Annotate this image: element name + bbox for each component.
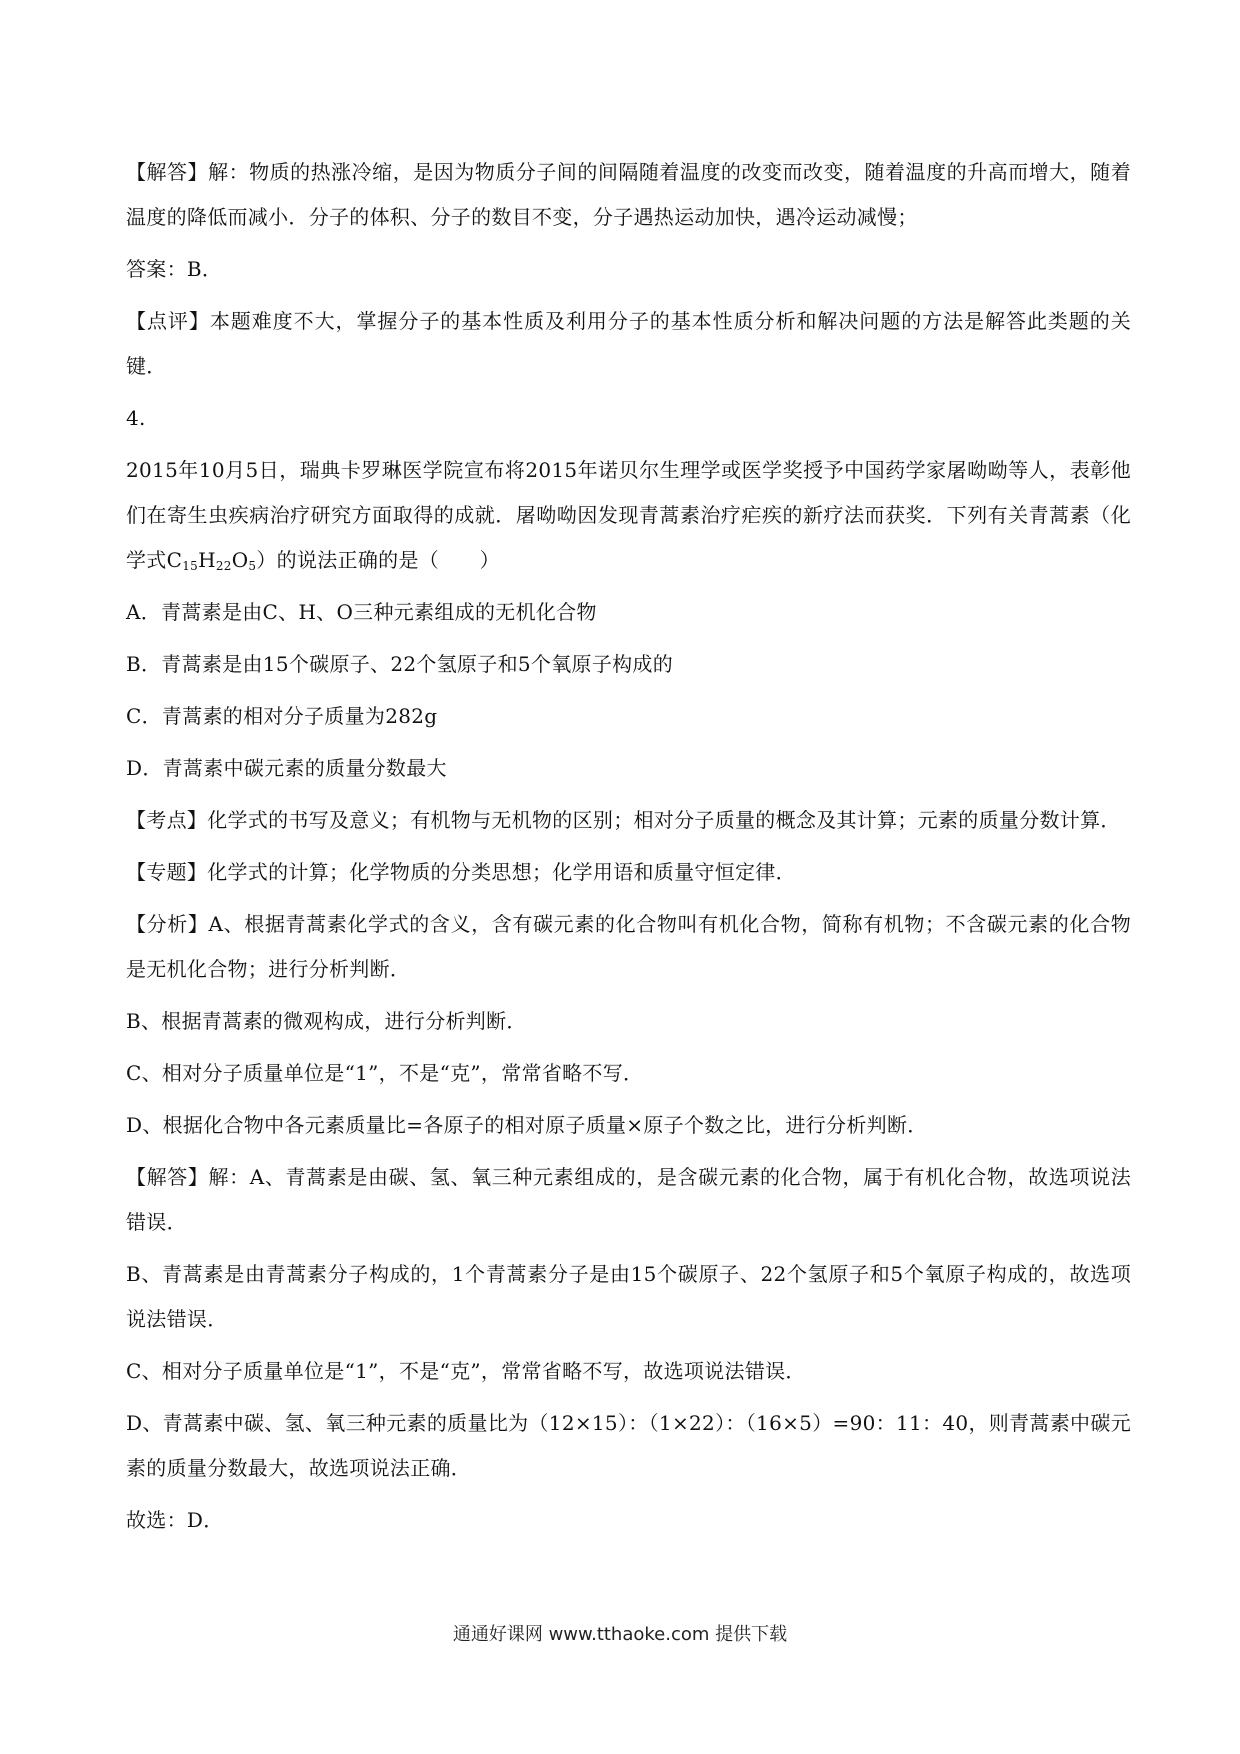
option-b: B．青蒿素是由15个碳原子、22个氢原子和5个氧原子构成的 xyxy=(126,652,674,676)
chemical-formula: $C_{15}H_{22}O_5$ xyxy=(166,548,257,573)
kaodian-text: 化学式的书写及意义；有机物与无机物的区别；相对分子质量的概念及其计算；元素的质量分数计算． xyxy=(207,808,1121,832)
comment-tag: 【点评】 xyxy=(126,309,210,333)
jieda-paragraph xyxy=(126,1155,1131,1245)
jieda-tag: 【解答】 xyxy=(126,1165,209,1189)
jieda-final: 故选：D． xyxy=(126,1508,224,1532)
fenxi-d: D、根据化合物中各元素质量比=各原子的相对原子质量×原子个数之比，进行分析判断． xyxy=(126,1113,928,1137)
zhuanti-text: 化学式的计算；化学物质的分类思想；化学用语和质量守恒定律． xyxy=(207,860,796,884)
jieda-text: 解：A、青蒿素是由碳、氢、氧三种元素组成的，是含碳元素的化合物，属于有机化合物，故选项说法错误． xyxy=(126,1165,1131,1234)
document-body xyxy=(126,150,1131,1543)
kaodian-tag: 【考点】 xyxy=(126,808,208,832)
comment-paragraph xyxy=(126,299,1131,389)
jieda-b: B、青蒿素是由青蒿素分子构成的，1个青蒿素分子是由15个碳原子、22个氢原子和5个氧原子构成的，故选项说法错误． xyxy=(126,1262,1131,1331)
fenxi-c: C、相对分子质量单位是“1”，不是“克”，常常省略不写． xyxy=(126,1061,644,1085)
question-number: 4. xyxy=(126,406,146,430)
jieda-c: C、相对分子质量单位是“1”，不是“克”，常常省略不写，故选项说法错误． xyxy=(126,1359,806,1383)
fenxi-paragraph xyxy=(126,902,1131,992)
page-footer: 通通好课网 www.tthaoke.com 提供下载 xyxy=(452,1624,788,1645)
zhuanti-paragraph xyxy=(126,850,1131,895)
zhuanti-tag: 【专题】 xyxy=(126,860,208,884)
stem-part-1: 2015年10月5日，瑞典卡罗琳医学院宣布将2015年诺贝尔生理学或医学奖授予中国药学家屠呦呦等人，表彰他们在寄生虫疾病治疗研究方面取得的成就．屠呦呦因发现青蒿素治疗疟疾的新疗法而获奖．下列有关青蒿素（化学式 xyxy=(126,458,1131,572)
option-c: C．青蒿素的相对分子质量为282g xyxy=(126,704,438,728)
answer-paragraph xyxy=(126,150,1131,240)
stem-part-2: ）的说法正确的是（ ） xyxy=(256,548,500,572)
option-a: A．青蒿素是由C、H、O三种元素组成的无机化合物 xyxy=(126,600,597,624)
fenxi-tag: 【分析】 xyxy=(126,912,209,936)
answer-tag: 【解答】 xyxy=(126,160,209,184)
kaodian-paragraph xyxy=(126,798,1131,843)
option-d: D．青蒿素中碳元素的质量分数最大 xyxy=(126,756,447,780)
comment-text: 本题难度不大，掌握分子的基本性质及利用分子的基本性质分析和解决问题的方法是解答此类题的关键． xyxy=(126,309,1132,378)
fenxi-b: B、根据青蒿素的微观构成，进行分析判断． xyxy=(126,1009,527,1033)
fenxi-text: A、根据青蒿素化学式的含义，含有碳元素的化合物叫有机化合物，简称有机物；不含碳元素的化合物是无机化合物；进行分析判断． xyxy=(126,912,1131,981)
question-stem xyxy=(126,448,1131,583)
answer-text: 解：物质的热涨冷缩，是因为物质分子间的间隔随着温度的改变而改变，随着温度的升高而增大，随着温度的降低而减小．分子的体积、分子的数目不变，分子遇热运动加快，遇冷运动减慢； xyxy=(126,160,1132,229)
answer-final: 答案：B． xyxy=(126,257,223,281)
jieda-d: D、青蒿素中碳、氢、氧三种元素的质量比为（12×15）：（1×22）：（16×5）=90：11：40，则青蒿素中碳元素的质量分数最大，故选项说法正确． xyxy=(126,1411,1131,1480)
